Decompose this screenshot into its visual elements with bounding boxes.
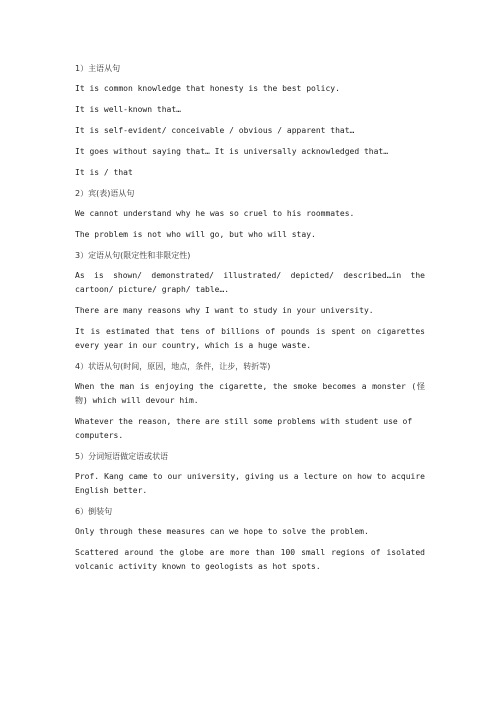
example-sentence: It is well-known that… [75,105,181,114]
section-heading-4: 4）状语从句(时间，原因，地点，条件，让步，转折等) [75,362,271,371]
example-sentence: It is / that [75,168,133,177]
example-sentence: When the man is enjoying the cigarette, the smoke becomes a monster (怪物) which will devour him. [75,382,425,405]
example-sentence: It is common knowledge that honesty is the best policy. [75,84,340,93]
example-sentence: There are many reasons why I want to study in your university. [75,306,374,315]
example-sentence: As is shown/ demonstrated/ illustrated/ depicted/ described…in the cartoon/ picture/ graph/ table…. [75,271,430,294]
section-heading-6: 6）倒装句 [75,507,113,516]
section-heading-2: 2）宾(表)语从句 [75,189,135,198]
section-heading-3: 3）定语从句(限定性和非限定性) [75,251,191,260]
section-heading-1: 1）主语从句 [75,64,121,73]
document-body [75,62,430,574]
example-sentence: It is self-evident/ conceivable / obvious / apparent that… [75,126,355,135]
example-sentence: Whatever the reason, there are still some problems with student use of computers. [75,417,417,440]
section-heading-5: 5）分词短语做定语或状语 [75,452,169,461]
example-sentence: The problem is not who will go, but who will stay. [75,230,316,239]
example-sentence: It goes without saying that… It is universally acknowledged that… [75,147,389,156]
example-sentence: Scattered around the globe are more than 100 small regions of isolated volcanic activity known to geologists as hot spots. [75,548,430,571]
example-sentence: Prof. Kang came to our university, giving us a lecture on how to acquire English better. [75,472,430,495]
example-sentence: We cannot understand why he was so cruel to his roommates. [75,209,355,218]
example-sentence: It is estimated that tens of billions of pounds is spent on cigarettes every year in our country, which is a huge waste. [75,327,430,350]
example-sentence: Only through these measures can we hope to solve the problem. [75,527,369,536]
